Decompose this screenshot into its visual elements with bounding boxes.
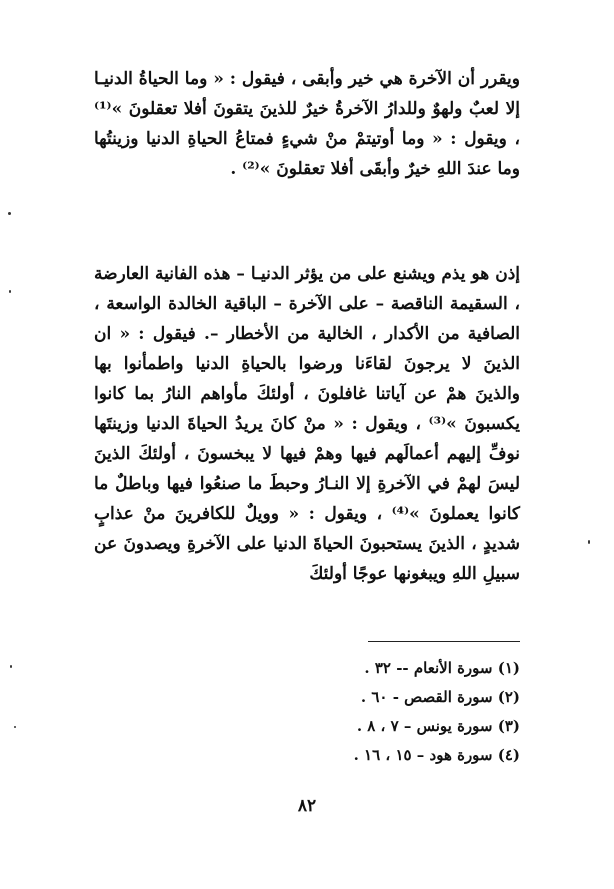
scan-speck: [8, 212, 11, 215]
footnote-1: (١) سورة الأنعام -- ٣٢ .: [364, 659, 520, 677]
scan-speck: [9, 290, 11, 293]
scan-speck: [10, 665, 12, 668]
footnote-separator: [368, 641, 520, 642]
scan-speck: [588, 540, 590, 544]
footnote-3: (٣) سورة يونس – ٧ ، ٨ .: [356, 717, 520, 735]
page-number: ٨٢: [297, 796, 317, 816]
footnote-4: (٤) سورة هود – ١٥ ، ١٦ .: [353, 746, 520, 764]
footnotes-list: [280, 654, 520, 770]
footnote-2: (٢) سورة القصص - ٦٠ .: [360, 688, 520, 706]
body-paragraph-1: ويقرر أن الآخرة هي خير وأبقى ، فيقول : « وما الحياةُ الدنيـا إلا لعبٌ ولهوٌ وللدارُ الآخرةُ خيرٌ للذينَ يتقونَ أفلا تعقلونَ »⁽¹⁾ ، ويقول : « وما أوتيتمْ منْ شيءٍ فمتاعُ الحياةِ الدنيا وزينتُها وما عندَ اللهِ خيرٌ وأبقَى أفلا تعقلونَ »⁽²⁾ .: [94, 69, 520, 179]
body-paragraph-2: إذن هو يذم ويشنع على من يؤثر الدنيـا – هذه الفانية العارضة ، السقيمة الناقصة – على الآخرة – الباقية الخالدة الواسعة ، الصافية من الأكدار ، الخالية من الأخطار –. فيقول : « ان الذينَ لا يرجونَ لقاءَنا ورضوا بالحياةِ الدنيا واطمأنوا بها والذينَ همْ عن آياتنا غافلونَ ، أولئكَ مأواهم النارُ بما كانوا يكسبونَ »⁽³⁾ ، ويقول : « منْ كانَ يريدُ الحياةَ الدنيا وزينتَها نوفِّ إليهم أعمالَهم فيها وهمْ فيها لا يبخسونَ ، أولئكَ الذينَ ليسَ لهمْ في الآخرةِ إلا النـارُ وحبطَ ما صنعُوا فيها وباطلٌ ما كانوا يعملونَ »⁽⁴⁾ ، ويقول : « وويلٌ للكافرينَ منْ عذابٍ شديدٍ ، الذينَ يستحبونَ الحياةَ الدنيا على الآخرةِ ويصدونَ عن سبيلِ اللهِ ويبغونها عوجًا أولئكَ: [94, 264, 521, 584]
scan-speck: [14, 726, 16, 728]
